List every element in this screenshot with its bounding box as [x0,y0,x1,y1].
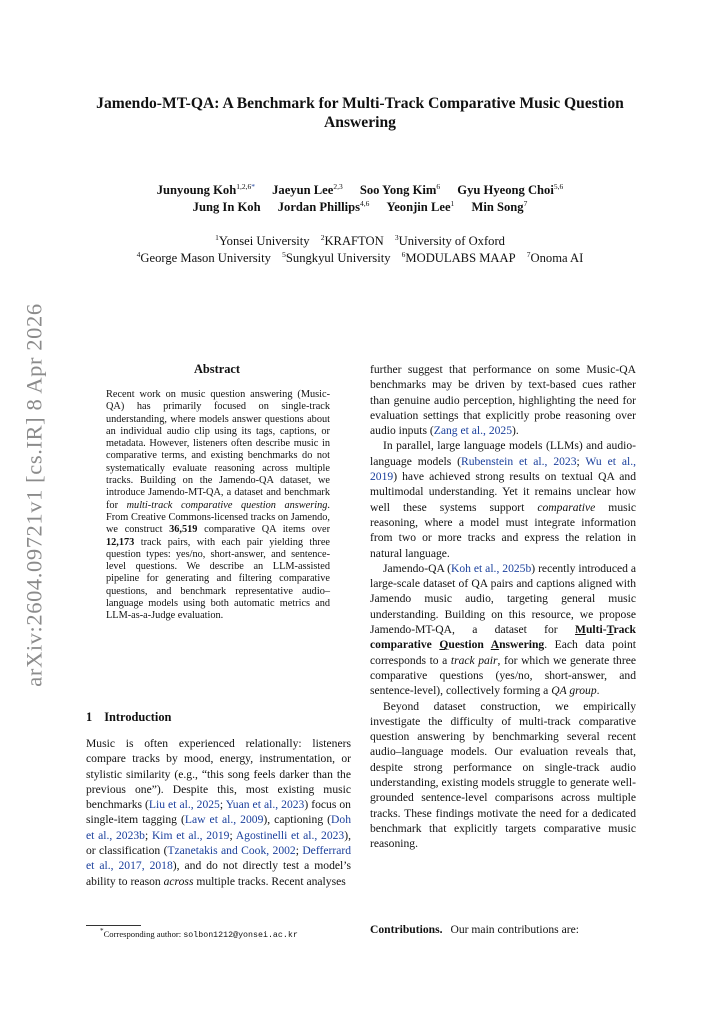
footnote-rule [86,925,141,926]
paragraph: Beyond dataset construction, we empirically investigate the difficulty of multi-track comparative question answering by benchmarking several recent audio–language models. Our evaluation reveals that, despite strong performance on single-track audio understanding, existing models struggle to generate well-grounded sentence-level comparisons across multiple tracks. These findings motivate the need for a dedicated benchmark that explicitly targets comparative music reasoning. [370,699,636,851]
contributions-line: Contributions. Our main contributions are: [370,923,579,936]
footnote: *Corresponding author: solbon1212@yonsei.ac.kr [100,927,298,940]
affiliation-row-2 [60,250,660,267]
citation-link[interactable]: Yuan et al., 2023 [225,798,305,812]
corresponding-author-mark[interactable]: * [251,182,255,191]
footnote-email: solbon1212@yonsei.ac.kr [183,930,298,940]
author: Soo Yong Kim$^6$ [359,182,441,197]
affiliation: $^4$George Mason University [136,250,271,265]
paragraph: Jamendo-QA (Koh et al., 2025b) recently introduced a large-scale dataset of QA pairs and captions aligned with Jamendo music audio, targeting general music understanding. Building on this resource, we propose Jamendo-MT-QA, a dataset for Multi-Track comparative Question Answering. Each data point corresponds to a track pair, for which we generate three comparative questions (yes/no, short-answer, and sentence-level), collectively forming a QA group. [370,561,637,698]
author-row-1 [60,182,660,199]
affiliation-row-1 [60,233,660,250]
dataset-name-emphasis: Multi-Track comparative Question Answering [370,623,636,652]
contributions-label: Contributions. [370,923,443,936]
arxiv-stamp [18,300,52,690]
author: Jordan Phillips$^{4,6}$ [277,199,370,214]
citation-link[interactable]: Doh et al., 2023b [86,813,351,842]
affiliation: $^5$Sungkyul University [282,250,391,265]
citation-link[interactable]: Rubenstein et al., 2023 [460,454,577,468]
author: Jung In Koh [192,200,261,214]
affiliation: $^2$KRAFTON [320,233,384,248]
track-pair-count: 12,173 [106,536,135,548]
paper-title: Jamendo-MT-QA: A Benchmark for Multi-Track Comparative Music Question Answering [96,95,624,131]
section-heading-introduction: 1 Introduction [86,710,172,724]
affiliation: $^7$Onoma AI [526,250,584,265]
paragraph: further suggest that performance on some Music-QA benchmarks may be driven by text-based cues rather than genuine audio perception, highlighting the need for evaluation settings that explicitly probe reasoning over audio inputs (Zang et al., 2025). [370,363,636,438]
author: Yeonjin Lee$^1$ [386,199,455,214]
abstract-heading: Abstract [193,362,241,376]
paragraph: In parallel, large language models (LLMs) and audio-language models (Rubenstein et al., 2023; Wu et al., 2019) have achieved strong results on textual QA and multimodal understanding. Yet it remains unclear how well these systems support comparative music reasoning, where a model must integrate information from two or more tracks and express the relation in natural language. [370,439,637,560]
citation-link[interactable]: Wu et al., 2019 [370,454,636,484]
citation-link[interactable]: Law et al., 2009 [184,813,264,827]
affiliation: $^3$University of Oxford [394,233,505,248]
right-column-text [370,362,636,852]
author: Jaeyun Lee$^{2,3}$ [272,182,343,197]
author: Junyoung Koh$^{1,2,6*}$ [156,182,255,197]
introduction-text: Music is often experienced relationally: listeners compare tracks by mood, energy, instrumentation, or stylistic similarity (e.g., “this song feels darker than the previous one”). Despite this, most existing music benchmarks (Liu et al., 2025; Yuan et al., 2023) focus on single-item tagging (Law et al., 2009), captioning (Doh et al., 2023b; Kim et al., 2019; Agostinelli et al., 2023), or classification (Tzanetakis and Cook, 2002; Defferrard et al., 2017, 2018), and do not directly test a model’s ability to reason across multiple tracks. Recent analyses [86,737,352,888]
citation-link[interactable]: Kim et al., 2019 [151,828,230,842]
citation-link[interactable]: Liu et al., 2025 [148,798,220,812]
abstract-text: Recent work on music question answering (Music-QA) has primarily focused on single-track understanding, where models answer questions about an individual audio clip using its tags, captions, or metadata. However, listeners often describe music in comparative terms, and existing benchmarks do not systematically evaluate reasoning across multiple tracks. Building on the Jamendo-QA dataset, we introduce Jamendo-MT-QA, a dataset and benchmark for multi-track comparative question answering. From Creative Commons-licensed tracks on Jamendo, we construct 36,519 comparative QA items over 12,173 track pairs, with each pair yielding three question types: yes/no, short-answer, and sentence-level questions. We describe an LLM-assisted pipeline for generating and filtering comparative questions, and benchmark representative audio–language models using both automatic metrics and LLM-as-a-Judge evaluation. [106,389,330,622]
citation-link[interactable]: Koh et al., 2025b [450,561,532,575]
author: Gyu Hyeong Choi$^{5,6}$ [457,182,564,197]
citation-link[interactable]: Defferrard et al., 2017, 2018 [86,844,352,873]
citation-link[interactable]: Agostinelli et al., 2023 [235,828,345,842]
affiliation: $^1$Yonsei University [215,233,310,248]
citation-link[interactable]: Tzanetakis and Cook, 2002 [167,844,296,858]
citation-link[interactable]: Zang et al., 2025 [433,424,513,438]
author-row-2 [60,199,660,216]
author: Min Song$^7$ [471,199,528,214]
affiliation: $^6$MODULABS MAAP [401,250,516,265]
qa-item-count: 36,519 [169,524,198,536]
arxiv-id-text: arXiv:2604.09721v1 [cs.IR] 8 Apr 2026 [22,303,48,687]
